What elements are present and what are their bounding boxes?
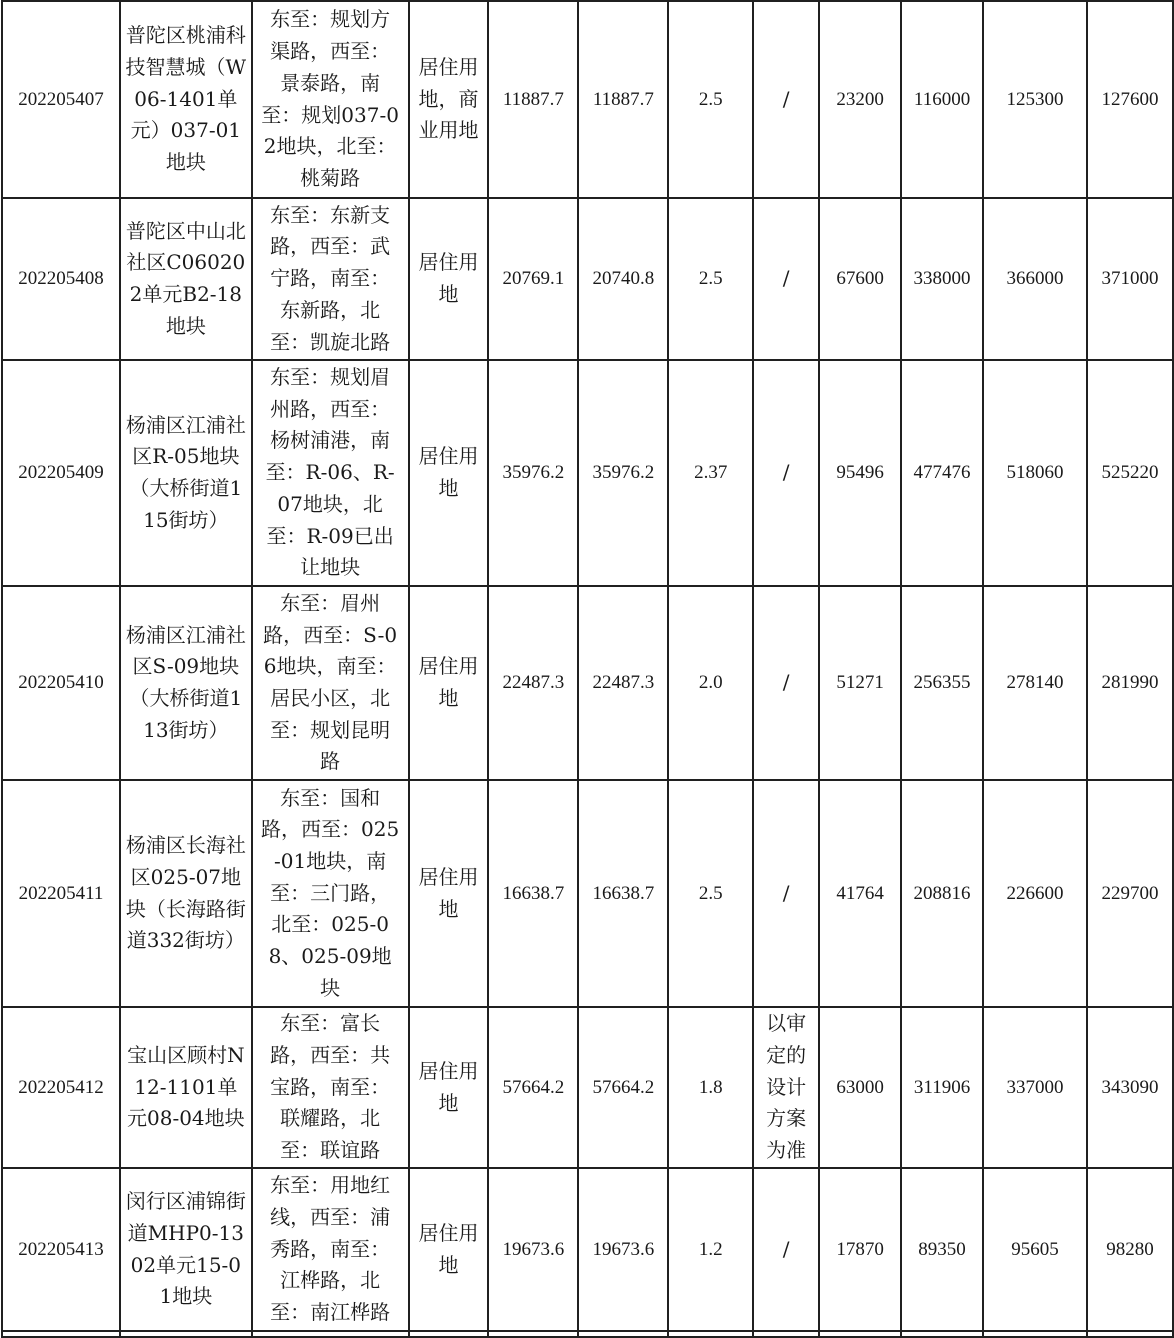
value-col-1: 51271 (819, 586, 901, 780)
parcel-boundary: 东至：规划眉州路，西至：杨树浦港，南至：R-06、R-07地块，北至：R-09已出让地块 (252, 360, 409, 586)
table-row (2, 1007, 1173, 1168)
land-area: 35976.2 (488, 360, 578, 586)
empty-cell (983, 1331, 1087, 1337)
parcel-boundary: 东至：国和路，西至：025-01地块，南至：三门路，北至：025-08、025-09地块 (252, 780, 409, 1007)
value-col-2: 338000 (901, 198, 983, 360)
parcel-boundary: 东至：用地红线，西至：浦秀路，南至：江桦路，北至：南江桦路 (252, 1168, 409, 1331)
value-col-2: 256355 (901, 586, 983, 780)
empty-cell (901, 1331, 983, 1337)
empty-cell (819, 1331, 901, 1337)
parcel-code: 202205409 (2, 360, 120, 586)
value-col-3: 226600 (983, 780, 1087, 1007)
land-area: 16638.7 (488, 780, 578, 1007)
empty-cell (2, 1331, 120, 1337)
land-use: 居住用地 (409, 1168, 489, 1331)
note-cell: / (753, 586, 819, 780)
land-use: 居住用地 (409, 198, 489, 360)
empty-cell (578, 1331, 668, 1337)
value-col-4: 98280 (1087, 1168, 1173, 1331)
parcel-name: 宝山区顾村N12-1101单元08-04地块 (120, 1007, 252, 1168)
value-col-3: 518060 (983, 360, 1087, 586)
empty-cell (1087, 1331, 1173, 1337)
parcel-name: 普陀区桃浦科技智慧城（W06-1401单元）037-01地块 (120, 1, 252, 198)
parcel-code: 202205413 (2, 1168, 120, 1331)
land-area: 11887.7 (488, 1, 578, 198)
value-col-4: 343090 (1087, 1007, 1173, 1168)
land-use: 居住用地 (409, 1007, 489, 1168)
transfer-area: 20740.8 (578, 198, 668, 360)
plot-ratio: 1.2 (668, 1168, 753, 1331)
table-row (2, 780, 1173, 1007)
parcel-boundary: 东至：东新支路，西至：武宁路，南至：东新路，北至：凯旋北路 (252, 198, 409, 360)
land-use: 居住用地 (409, 780, 489, 1007)
plot-ratio: 1.8 (668, 1007, 753, 1168)
parcel-name: 普陀区中山北社区C060202单元B2-18地块 (120, 198, 252, 360)
parcel-name: 闵行区浦锦街道MHP0-1302单元15-01地块 (120, 1168, 252, 1331)
value-col-4: 525220 (1087, 360, 1173, 586)
parcel-code: 202205412 (2, 1007, 120, 1168)
value-col-1: 23200 (819, 1, 901, 198)
land-use: 居住用地 (409, 360, 489, 586)
parcel-code: 202205410 (2, 586, 120, 780)
value-col-3: 366000 (983, 198, 1087, 360)
empty-cell (668, 1331, 753, 1337)
parcel-boundary: 东至：规划方渠路，西至：景泰路，南至：规划037-02地块，北至：桃菊路 (252, 1, 409, 198)
empty-cell (252, 1331, 409, 1337)
table-row (2, 1168, 1173, 1331)
land-area: 22487.3 (488, 586, 578, 780)
transfer-area: 57664.2 (578, 1007, 668, 1168)
land-parcel-table (1, 0, 1174, 1338)
note-cell: / (753, 198, 819, 360)
land-area: 57664.2 (488, 1007, 578, 1168)
value-col-4: 281990 (1087, 586, 1173, 780)
value-col-1: 63000 (819, 1007, 901, 1168)
value-col-1: 67600 (819, 198, 901, 360)
table-row-continued (2, 1331, 1173, 1337)
parcel-code: 202205411 (2, 780, 120, 1007)
plot-ratio: 2.37 (668, 360, 753, 586)
value-col-4: 127600 (1087, 1, 1173, 198)
transfer-area: 35976.2 (578, 360, 668, 586)
value-col-1: 17870 (819, 1168, 901, 1331)
empty-cell (409, 1331, 489, 1337)
empty-cell (120, 1331, 252, 1337)
value-col-3: 337000 (983, 1007, 1087, 1168)
value-col-2: 116000 (901, 1, 983, 198)
note-cell: / (753, 1168, 819, 1331)
land-use: 居住用地，商业用地 (409, 1, 489, 198)
transfer-area: 11887.7 (578, 1, 668, 198)
empty-cell (753, 1331, 819, 1337)
transfer-area: 22487.3 (578, 586, 668, 780)
parcel-name: 杨浦区长海社区025-07地块（长海路街道332街坊） (120, 780, 252, 1007)
transfer-area: 19673.6 (578, 1168, 668, 1331)
land-area: 20769.1 (488, 198, 578, 360)
table-row (2, 586, 1173, 780)
value-col-3: 278140 (983, 586, 1087, 780)
note-cell: / (753, 780, 819, 1007)
table-row (2, 360, 1173, 586)
empty-cell (488, 1331, 578, 1337)
parcel-name: 杨浦区江浦社区R-05地块（大桥街道115街坊） (120, 360, 252, 586)
plot-ratio: 2.5 (668, 1, 753, 198)
value-col-4: 371000 (1087, 198, 1173, 360)
value-col-1: 95496 (819, 360, 901, 586)
parcel-name: 杨浦区江浦社区S-09地块（大桥街道113街坊） (120, 586, 252, 780)
plot-ratio: 2.0 (668, 586, 753, 780)
value-col-1: 41764 (819, 780, 901, 1007)
value-col-2: 89350 (901, 1168, 983, 1331)
plot-ratio: 2.5 (668, 198, 753, 360)
parcel-boundary: 东至：眉州路，西至：S-06地块，南至：居民小区，北至：规划昆明路 (252, 586, 409, 780)
note-cell: / (753, 1, 819, 198)
parcel-boundary: 东至：富长路，西至：共宝路，南至：联耀路，北至：联谊路 (252, 1007, 409, 1168)
table-row (2, 1, 1173, 198)
value-col-2: 208816 (901, 780, 983, 1007)
value-col-3: 95605 (983, 1168, 1087, 1331)
value-col-3: 125300 (983, 1, 1087, 198)
plot-ratio: 2.5 (668, 780, 753, 1007)
transfer-area: 16638.7 (578, 780, 668, 1007)
value-col-2: 311906 (901, 1007, 983, 1168)
parcel-code: 202205408 (2, 198, 120, 360)
value-col-4: 229700 (1087, 780, 1173, 1007)
land-use: 居住用地 (409, 586, 489, 780)
value-col-2: 477476 (901, 360, 983, 586)
note-cell: 以审定的设计方案为准 (753, 1007, 819, 1168)
table-row (2, 198, 1173, 360)
parcel-code: 202205407 (2, 1, 120, 198)
land-area: 19673.6 (488, 1168, 578, 1331)
note-cell: / (753, 360, 819, 586)
